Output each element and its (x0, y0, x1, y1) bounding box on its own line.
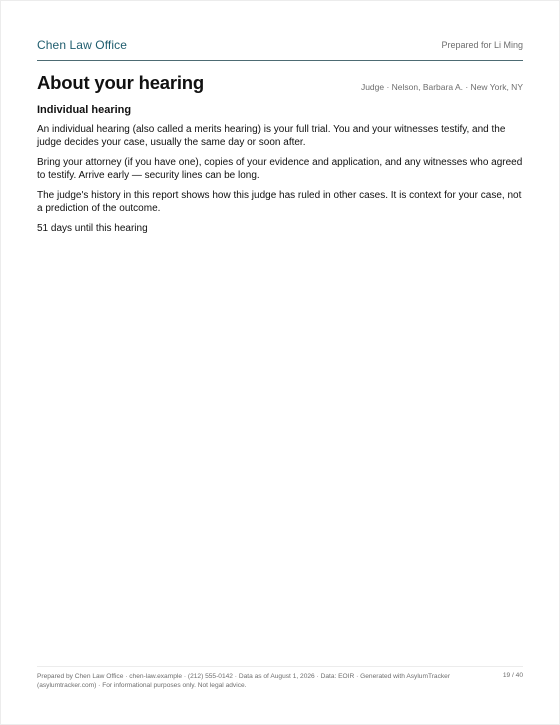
prepared-for-label: Prepared for Li Ming (441, 40, 523, 50)
firm-name: Chen Law Office (37, 38, 127, 52)
title-row (37, 72, 523, 98)
paragraph-hearing-description: An individual hearing (also called a merits hearing) is your full trial. You and your witnesses testify, and the judge decides your case, usually the same day or soon after. (37, 124, 506, 148)
section-heading: Individual hearing (37, 104, 132, 116)
page-number: 19 / 40 (502, 672, 523, 679)
page-footer (37, 666, 523, 690)
page-header (37, 36, 523, 61)
footer-disclaimer: Prepared by Chen Law Office · chen-law.example · (212) 555-0142 · Data as of August 1, 2026 · Data: EOIR · Generated with AsylumTracker (asylumtracker.com) · For informational purposes only. Not legal advice. (37, 673, 451, 689)
paragraph-judge-history-note: The judge's history in this report shows how this judge has ruled in other cases. It is context for your case, not a prediction of the outcome. (37, 190, 522, 214)
page-title: About your hearing (37, 72, 205, 93)
hearing-countdown: 51 days until this hearing (37, 223, 148, 234)
paragraph-what-to-bring: Bring your attorney (if you have one), copies of your evidence and application, and any witnesses who agreed to testify. Arrive early — security lines can be long. (37, 157, 523, 181)
main-content (37, 104, 523, 235)
judge-meta: Judge · Nelson, Barbara A. · New York, NY (360, 82, 523, 92)
